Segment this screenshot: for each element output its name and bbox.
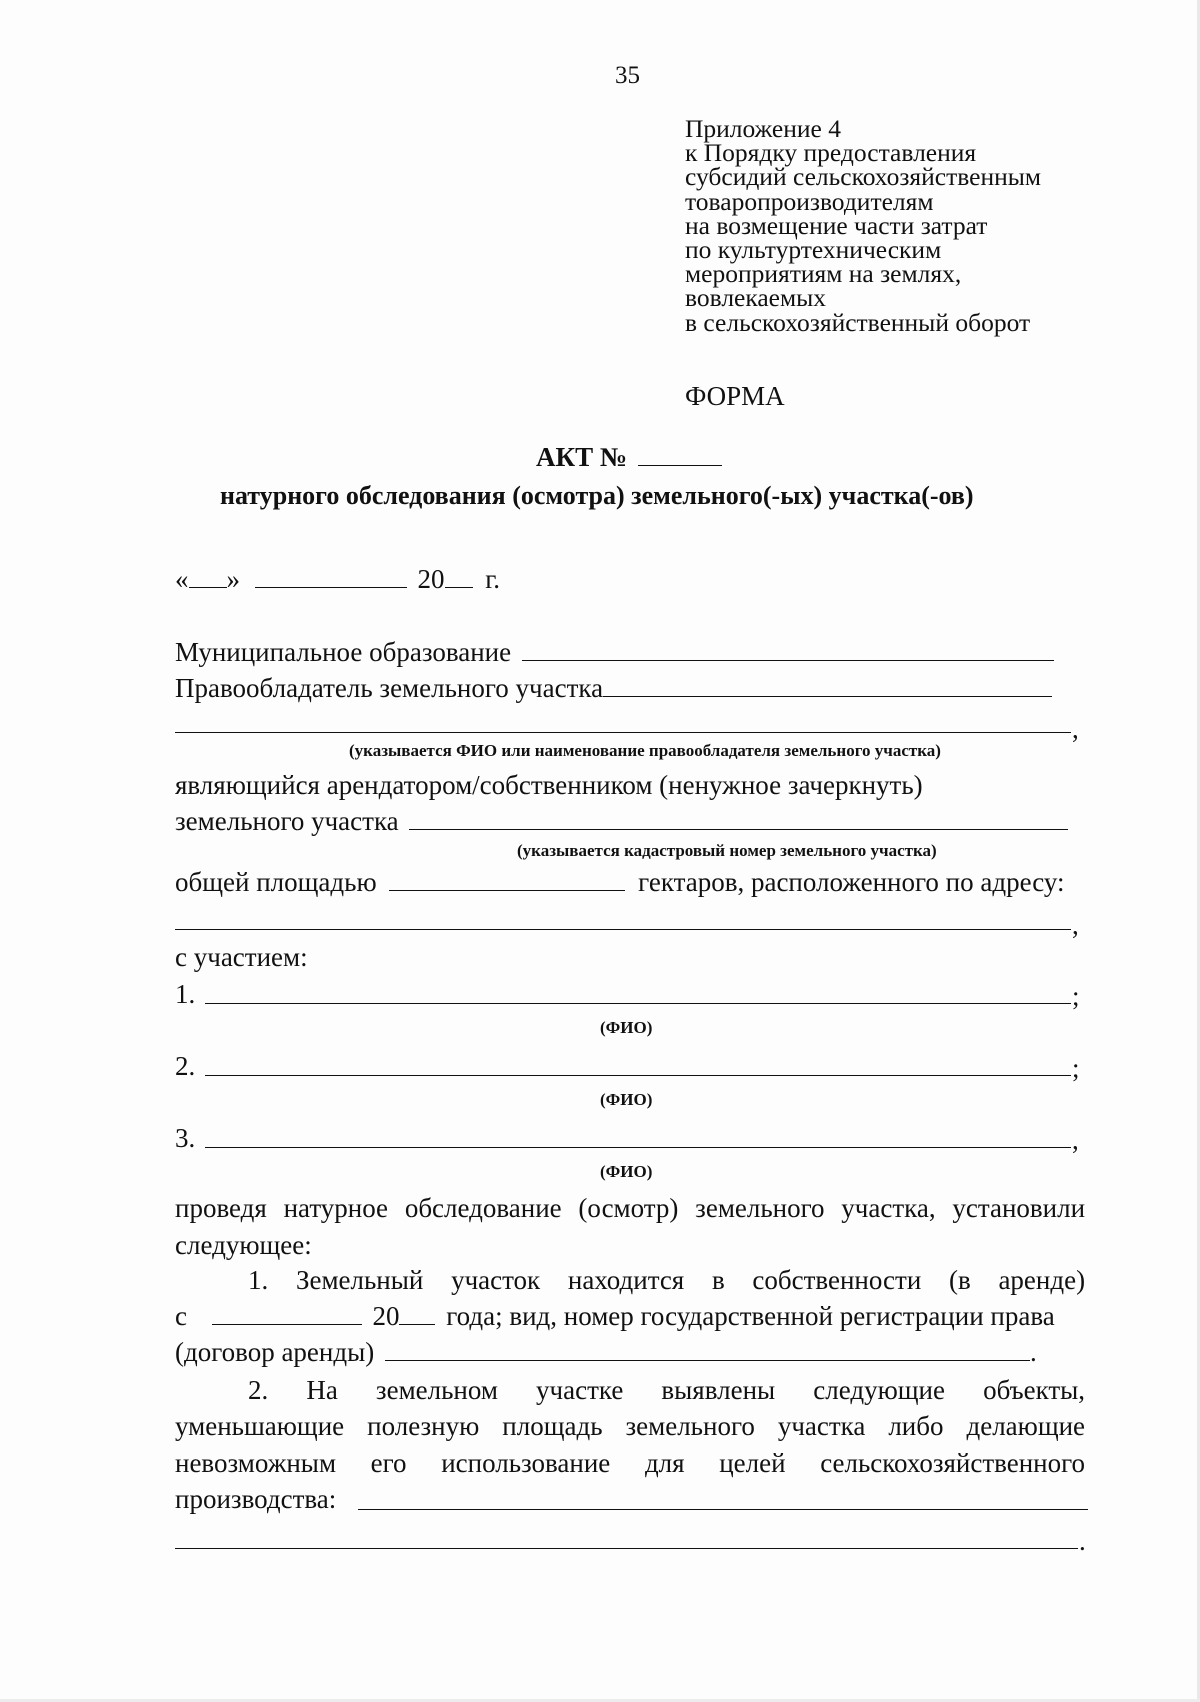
p1-from: с [175,1301,187,1331]
word: находится [567,1265,685,1295]
word: обследование [404,1193,562,1223]
word: земельного [625,1411,755,1441]
owner-label: Правообладатель земельного участка [175,673,604,703]
word: установили [952,1193,1086,1223]
word: выявлены [661,1375,776,1405]
p1-line-2 [175,1303,1055,1330]
p2-line-1 [248,1377,1085,1404]
participant-blank [205,1003,1071,1004]
word: (в [948,1265,971,1295]
municipality-line [175,639,1054,666]
participant-blank [205,1075,1071,1076]
appendix-line: в сельскохозяйственный оборот [685,307,1031,337]
participant-number: 1. [175,979,196,1009]
p1-contract-blank [385,1340,1030,1361]
owner-note: (указывается ФИО или наименование правообладателя земельного участка) [349,741,941,760]
act-number-blank [638,445,722,466]
area-line [175,869,1065,896]
area-blank [389,870,625,891]
word: участка, [841,1193,936,1223]
p2-period: . [1079,1526,1086,1556]
owner-blank-line-2 [175,732,1071,733]
month-blank [255,567,407,588]
appendix-line: вовлекаемых [685,283,827,313]
word: земельного [695,1193,825,1223]
participant-blank [205,1147,1071,1148]
p1-line-3 [175,1339,1037,1366]
p1-rest: года; вид, номер государственной регистрации права [446,1301,1055,1331]
area-prefix: общей площадью [175,867,377,897]
p2-line-4 [175,1486,336,1513]
act-subtitle: натурного обследования (осмотра) земельного(-ых) участка(-ов) [220,481,974,510]
word: его [370,1448,407,1478]
word: 2. На [248,1375,338,1405]
participant-number: 3. [175,1123,196,1153]
appendix-line: по культуртехническим [685,235,942,265]
p1-year-blank [399,1304,435,1325]
participant-end: ; [1072,981,1080,1011]
year-prefix: 20 [417,564,445,594]
word: полезную [367,1411,480,1441]
p2-production: производства: [175,1484,337,1514]
owner-blank [603,676,1052,697]
word: проведя [175,1193,267,1223]
appendix-block [685,114,1042,337]
word: (осмотр) [578,1193,679,1223]
participant-end: ; [1072,1053,1080,1083]
appendix-line: мероприятиям на землях, [685,259,962,289]
parcel-blank [409,809,1068,830]
parcel-line [175,808,1068,835]
municipality-blank [522,640,1054,661]
p1-period: . [1029,1337,1037,1367]
appendix-line: субсидий сельскохозяйственным [685,162,1042,192]
parcel-label: земельного участка [175,806,399,836]
act-title-line [536,444,722,471]
word: участка [777,1411,866,1441]
p1-date-blank [212,1304,362,1325]
word: невозможным [175,1448,337,1478]
word: следующие [813,1375,945,1405]
appendix-line: Приложение 4 [685,114,841,143]
p1-year: 20 [372,1301,400,1331]
word: в [711,1265,725,1295]
day-blank [189,567,227,588]
word: сельскохозяйственного [820,1448,1086,1478]
participant-note: (ФИО) [600,1162,653,1181]
word: уменьшающие [175,1411,345,1441]
parcel-note: (указывается кадастровый номер земельного участка) [517,841,937,860]
address-blank [175,929,1071,930]
word: участке [536,1375,624,1405]
municipality-label: Муниципальное образование [175,637,512,667]
appendix-line: товаропроизводителям [685,186,934,216]
participant-note: (ФИО) [600,1090,653,1109]
p1-line-1 [248,1267,1085,1294]
word: участок [451,1265,541,1295]
p2-objects-blank [358,1509,1088,1510]
role-line: являющийся арендатором/собственником (ненужное зачеркнуть) [175,770,923,800]
owner-line [175,675,1052,702]
word: либо [888,1411,944,1441]
word: площадь [502,1411,603,1441]
page-number: 35 [615,62,640,89]
owner-comma: , [1072,714,1079,744]
word: собственности [752,1265,922,1295]
intro-line-1 [175,1195,1085,1222]
word: делающие [966,1411,1086,1441]
word: целей [719,1448,786,1478]
year-suffix: г. [485,564,501,594]
date-close-quote: » [226,564,240,594]
appendix-line: на возмещение части затрат [685,210,988,240]
p2-line-2 [175,1413,1085,1440]
address-comma: , [1072,910,1079,940]
intro-line-2: следующее: [175,1230,312,1260]
appendix-line: к Порядку предоставления [685,138,977,168]
word: аренде) [998,1265,1086,1295]
participant-end: , [1072,1125,1079,1155]
p1-contract: (договор аренды) [175,1337,375,1367]
participation-label: с участием: [175,942,308,972]
act-title: АКТ № [536,442,627,472]
word: для [644,1448,685,1478]
date-line [175,566,500,593]
date-open-quote: « [175,564,189,594]
word: использование [441,1448,611,1478]
p2-objects-blank-2 [175,1548,1078,1549]
p2-line-3 [175,1450,1085,1477]
participant-number: 2. [175,1051,196,1081]
form-label: ФОРМА [685,381,785,411]
word: 1. Земельный [248,1265,424,1295]
word: земельном [375,1375,498,1405]
word: объекты, [983,1375,1086,1405]
word: натурное [283,1193,389,1223]
participant-note: (ФИО) [600,1018,653,1037]
area-suffix: гектаров, расположенного по адресу: [638,867,1065,897]
year-blank [445,567,473,588]
